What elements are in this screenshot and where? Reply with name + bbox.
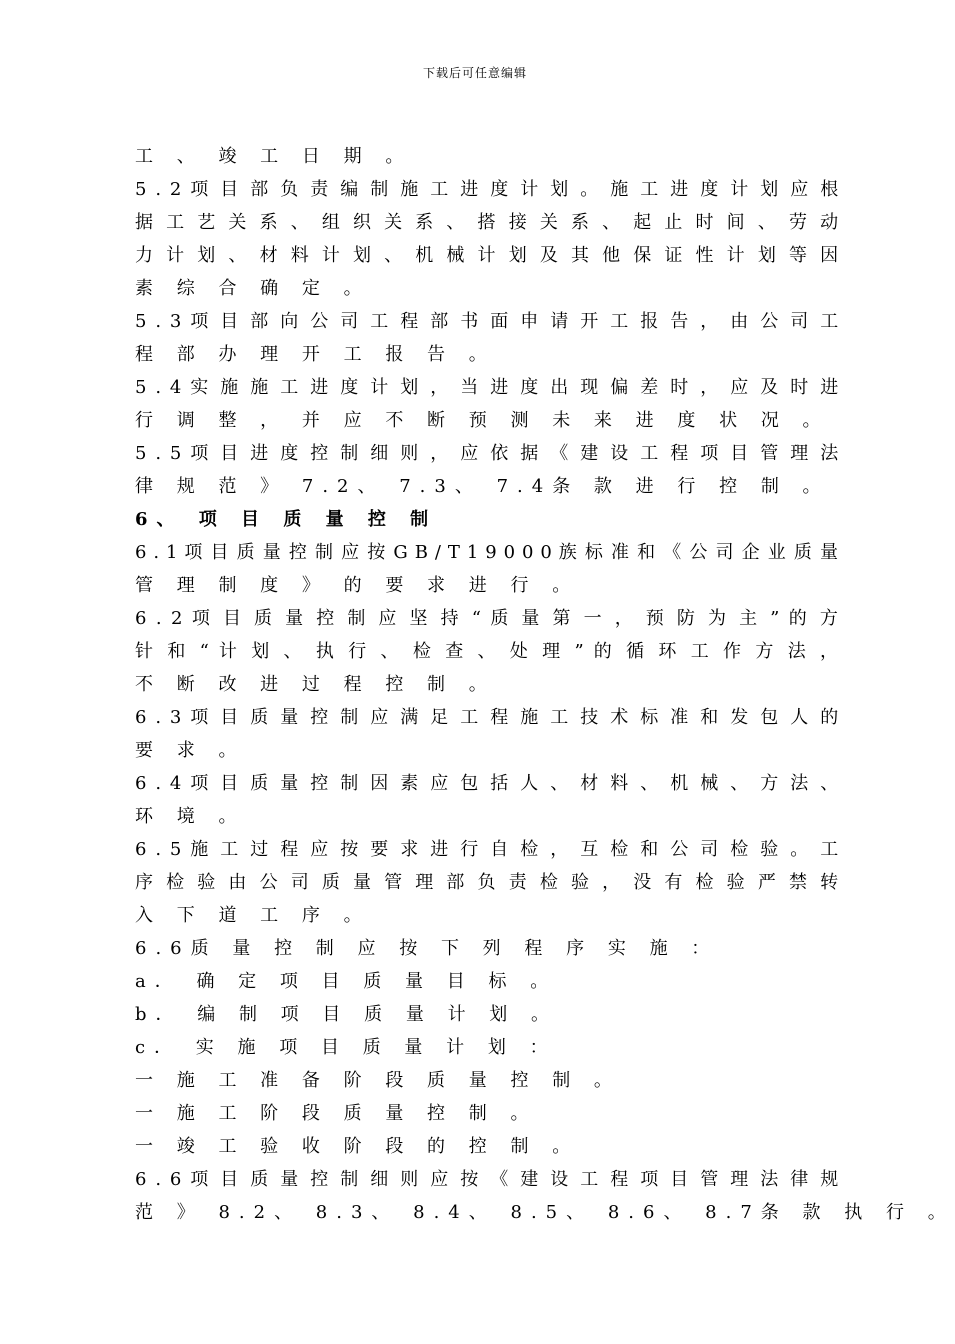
text-line: 范 》 8.2、 8.3、 8.4、 8.5、 8.6、 8.7条 款 执 行 。 [135, 1202, 955, 1223]
text-line: 6 . 1 项 目 质 量 控 制 应 按 G B / T 1 9 0 0 0 族 标 准 和 《 公 司 企 业 质 量 [135, 542, 838, 563]
text-line: 工 、 竣 工 日 期 。 [135, 146, 413, 167]
text-line: 据 工 艺 关 系 、 组 织 关 系 、 搭 接 关 系 、 起 止 时 间 、 劳 动 [135, 212, 839, 233]
text-line: 力 计 划 、 材 料 计 划 、 机 械 计 划 及 其 他 保 证 性 计 划 等 因 [135, 245, 839, 266]
text-line: 5 . 3 项 目 部 向 公 司 工 程 部 书 面 申 请 开 工 报 告 ， 由 公 司 工 [135, 311, 839, 332]
text-line: 不 断 改 进 过 程 控 制 。 [135, 674, 496, 695]
text-line: 行 调 整 ， 并 应 不 断 预 测 未 来 进 度 状 况 。 [135, 410, 830, 431]
text-line: 5 . 4 实 施 施 工 进 度 计 划 ， 当 进 度 出 现 偏 差 时 ， 应 及 时 进 [135, 377, 839, 398]
text-line: 入 下 道 工 序 。 [135, 905, 371, 926]
section-heading: 6、 项 目 质 量 控 制 [135, 509, 438, 530]
body-text [135, 140, 955, 1229]
text-line: 一 施 工 阶 段 质 量 控 制 。 [135, 1103, 538, 1124]
text-line: 环 境 。 [135, 806, 246, 827]
page-header: 下载后可任意编辑 [422, 66, 527, 80]
text-line: a． 确 定 项 目 质 量 目 标 。 [135, 971, 558, 992]
text-line: 6 . 2 项 目 质 量 控 制 应 坚 持 “ 质 量 第 一 ， 预 防 为 主 ” 的 方 [135, 608, 838, 629]
text-line: 6 . 4 项 目 质 量 控 制 因 素 应 包 括 人 、 材 料 、 机 械 、 方 法 、 [135, 773, 839, 794]
text-line: 一 施 工 准 备 阶 段 质 量 控 制 。 [135, 1070, 621, 1091]
text-line: 一 竣 工 验 收 阶 段 的 控 制 。 [135, 1136, 580, 1157]
text-line: 针 和 “ 计 划 、 执 行 、 检 查 、 处 理 ” 的 循 环 工 作 方 法 ， [135, 641, 839, 662]
text-line: 管 理 制 度 》 的 要 求 进 行 。 [135, 575, 580, 596]
text-line: 6 . 3 项 目 质 量 控 制 应 满 足 工 程 施 工 技 术 标 准 和 发 包 人 的 [135, 707, 839, 728]
text-line: 序 检 验 由 公 司 质 量 管 理 部 负 责 检 验 ， 没 有 检 验 严 禁 转 [135, 872, 839, 893]
text-line: 6 . 6 项 目 质 量 控 制 细 则 应 按 《 建 设 工 程 项 目 管 理 法 律 规 [135, 1169, 839, 1190]
text-line: 6 . 5 施 工 过 程 应 按 要 求 进 行 自 检 ， 互 检 和 公 司 检 验 。 工 [135, 839, 839, 860]
text-line: 律 规 范 》 7.2、 7.3、 7.4条 款 进 行 控 制 。 [135, 476, 830, 497]
text-line: 素 综 合 确 定 。 [135, 278, 371, 299]
text-line: 5 . 5 项 目 进 度 控 制 细 则 ， 应 依 据 《 建 设 工 程 项 目 管 理 法 [135, 443, 839, 464]
text-line: c． 实 施 项 目 质 量 计 划 ： [135, 1037, 557, 1058]
text-line: 5 . 2 项 目 部 负 责 编 制 施 工 进 度 计 划 。 施 工 进 度 计 划 应 根 [135, 179, 839, 200]
text-line: 6.6质 量 控 制 应 按 下 列 程 序 实 施 ： [135, 938, 719, 959]
text-line: 要 求 。 [135, 740, 246, 761]
text-line: b． 编 制 项 目 质 量 计 划 。 [135, 1004, 559, 1025]
text-line: 程 部 办 理 开 工 报 告 。 [135, 344, 496, 365]
